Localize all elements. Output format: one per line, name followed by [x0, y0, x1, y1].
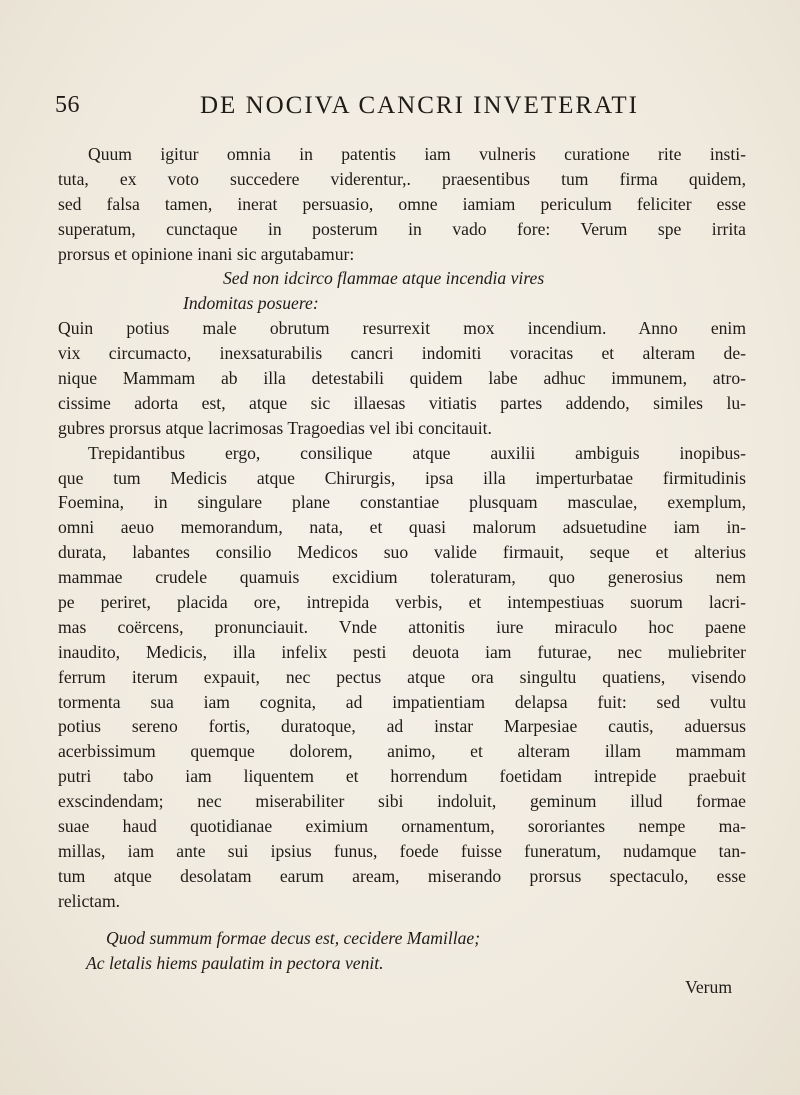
main-text — [58, 142, 758, 1000]
text-line: Quin potius male obrutum resurrexit mox incendium. Anno enim — [58, 318, 746, 339]
text-line: nique Mammam ab illa detestabili quidem labe adhuc immunem, atro- — [58, 368, 746, 389]
verse-line: Ac letalis hiems paulatim in pectora venit. — [86, 952, 384, 973]
text-line: suae haud quotidianae eximium ornamentum, sororiantes nempe ma- — [58, 816, 746, 837]
text-line: mammae crudele quamuis excidium toleraturam, quo generosius nem — [58, 567, 746, 588]
text-line: potius sereno fortis, duratoque, ad instar Marpesiae cautis, aduersus — [58, 716, 746, 737]
text-line: tuta, ex voto succedere viderentur,. praesentibus tum firma quidem, — [58, 168, 746, 189]
verse-line: Quod summum formae decus est, cecidere Mamillae; — [106, 927, 481, 948]
page-header — [55, 92, 745, 132]
text-line: Foemina, in singulare plane constantiae plusquam masculae, exemplum, — [58, 492, 746, 513]
text-line: prorsus et opinione inani sic argutabamur: — [58, 243, 355, 264]
text-line: acerbissimum quemque dolorem, animo, et alteram illam mammam — [58, 741, 746, 762]
text-line: tum atque desolatam earum aream, miserando prorsus spectaculo, esse — [58, 865, 746, 886]
catchword: Verum — [685, 977, 732, 998]
running-head: DE NOCIVA CANCRI INVETERATI — [200, 92, 639, 119]
text-line: sed falsa tamen, inerat persuasio, omne iamiam periculum feliciter esse — [58, 193, 746, 214]
verse-line: Indomitas posuere: — [183, 293, 319, 314]
text-line: tormenta sua iam cognita, ad impatientiam delapsa fuit: sed vultu — [58, 691, 746, 712]
text-line: vix circumacto, inexsaturabilis cancri indomiti voracitas et alteram de- — [58, 343, 746, 364]
text-line: omni aeuo memorandum, nata, et quasi malorum adsuetudine iam in- — [58, 517, 746, 538]
text-line: millas, iam ante sui ipsius funus, foede fuisse funeratum, nudamque tan- — [58, 840, 746, 861]
text-line: pe periret, placida ore, intrepida verbis, et intempestiuas suorum lacri- — [58, 592, 746, 613]
text-line: relictam. — [58, 890, 121, 911]
text-line: mas coërcens, pronunciauit. Vnde attonitis iure miraculo hoc paene — [58, 616, 746, 637]
spacer — [58, 914, 758, 926]
text-line: superatum, cunctaque in posterum in vado fore: Verum spe irrita — [58, 218, 746, 239]
text-line: exscindendam; nec miserabiliter sibi indoluit, geminum illud formae — [58, 791, 746, 812]
text-line: ferrum iterum expauit, nec pectus atque ora singultu quatiens, visendo — [58, 666, 746, 687]
text-line: cissime adorta est, atque sic illaesas vitiatis partes addendo, similes lu- — [58, 392, 746, 413]
verse-line: Sed non idcirco flammae atque incendia vires — [223, 268, 545, 289]
text-line: gubres prorsus atque lacrimosas Tragoedias vel ibi concitauit. — [58, 417, 492, 438]
text-line: durata, labantes consilio Medicos suo valide firmauit, seque et alterius — [58, 542, 746, 563]
page-number: 56 — [55, 92, 80, 118]
text-line: putri tabo iam liquentem et horrendum foetidam intrepide praebuit — [58, 766, 746, 787]
text-line: inaudito, Medicis, illa infelix pesti deuota iam futurae, nec muliebriter — [58, 641, 746, 662]
text-line: que tum Medicis atque Chirurgis, ipsa illa imperturbatae firmitudinis — [58, 467, 746, 488]
text-line: Trepidantibus ergo, consilique atque auxilii ambiguis inopibus- — [88, 442, 746, 463]
text-line: Quum igitur omnia in patentis iam vulneris curatione rite insti- — [88, 144, 746, 164]
